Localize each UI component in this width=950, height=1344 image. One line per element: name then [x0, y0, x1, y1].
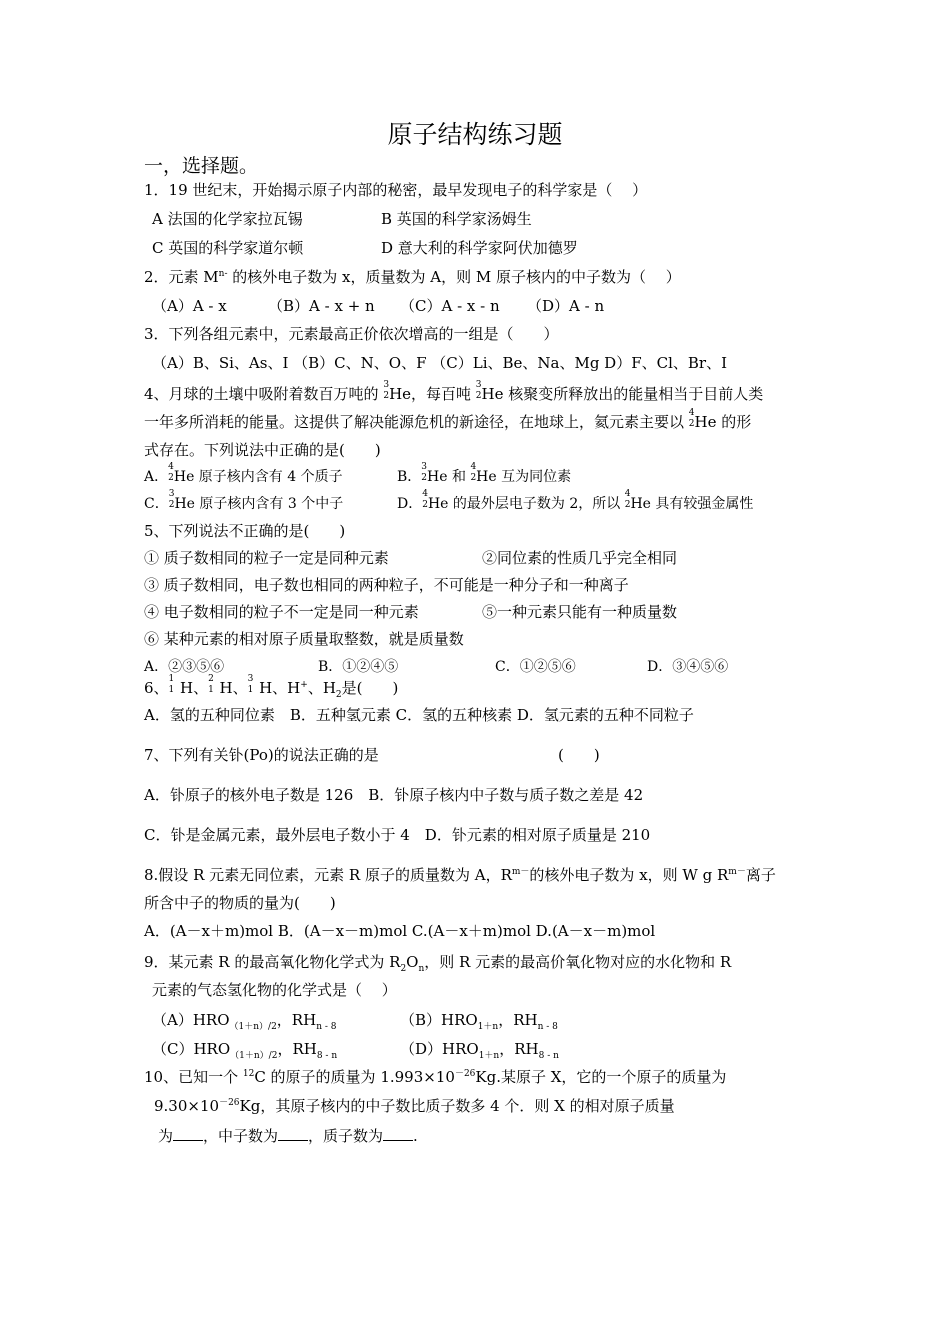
q5-statement-4: ④ 电子数相同的粒子不一定是同一种元素: [144, 603, 419, 621]
q4-line-1: 4、月球的土壤中吸附着数百万吨的 3 2 He，每百吨 3 2 He 核聚变所释放出的能量相当于目前人类: [144, 380, 764, 403]
q6-options: A．氢的五种同位素 B．五种氢元素 C．氢的五种核素 D．氢元素的五种不同粒子: [144, 706, 694, 724]
q9-line-2: 元素的气态氢化物的化学式是（ ）: [152, 981, 397, 999]
q2-option-a: （A）A - x: [152, 297, 227, 315]
q1-stem: 1．19 世纪末，开始揭示原子内部的秘密，最早发现电子的科学家是（ ）: [144, 181, 648, 199]
q4-line-3: 式存在。下列说法中正确的是( ): [144, 441, 381, 459]
q1-option-b: B 英国的科学家汤姆生: [381, 210, 532, 228]
q8-line-1: 8.假设 R 元素无同位素，元素 R 原子的质量数为 A，$R^{m-}$的核外电子数为 x，则 W g $R^{m-}$离子: [144, 866, 776, 884]
q2-stem: 2．元素 $M^{n-}$ 的核外电子数为 x，质量数为 A，则 M 原子核内的中子数为（ ）: [144, 268, 681, 286]
q10-line-2: $9.30\times 10^{-26}Kg$，其原子核内的中子数比质子数多 4 个．则 X 的相对原子质量: [154, 1097, 675, 1115]
q7-answer-paren: ( ): [558, 746, 600, 764]
q8-line-2: 所含中子的物质的量为( ): [144, 894, 336, 912]
q5-option-d: D．③④⑤⑥: [647, 659, 729, 675]
q1-option-c: C 英国的科学家道尔顿: [152, 239, 304, 257]
q5-option-c: C．①②⑤⑥: [495, 659, 576, 675]
q2-option-b: （B）A - x + n: [268, 297, 375, 315]
q10-line-3: 为 ，中子数为 ，质子数为 .: [158, 1127, 418, 1145]
q7-stem: 7、下列有关钋(Po)的说法正确的是: [144, 746, 379, 764]
q9-option-d: $(D)HRO_{1+n}$，$RH_{8 - n}$: [400, 1040, 559, 1061]
q9-line-1: 9．某元素 R 的最高氧化物化学式为 $R_2O_n$，则 R 元素的最高价氧化物对应的水化物和 R: [144, 953, 732, 974]
q3-stem: 3．下列各组元素中，元素最高正价依次增高的一组是（ ）: [144, 325, 559, 343]
q1-option-a: A 法国的化学家拉瓦锡: [152, 210, 303, 228]
q5-statement-5: ⑤一种元素只能有一种质量数: [482, 603, 678, 621]
q3-options: （A）B、Si、As、I （B）C、N、O、F （C）Li、Be、Na、Mg D）F、Cl、Br、I: [152, 354, 728, 372]
q6-stem: 6、 1 1 H、 2 1 H、 3 1 H、H+、$H_2$是( ): [144, 674, 399, 700]
q7-options-ab: A．钋原子的核外电子数是 126 B．钋原子核内中子数与质子数之差是 42: [144, 786, 644, 804]
q2-option-c: （C）A - x - n: [400, 297, 500, 315]
q5-statement-6: ⑥ 某种元素的相对原子质量取整数，就是质量数: [144, 630, 464, 648]
q4-option-d: D． 4 2 He 的最外层电子数为 2，所以 4 2 He 具有较强金属性: [397, 489, 754, 512]
q5-option-a: A．②③⑤⑥: [144, 659, 225, 675]
q4-option-a: A． 4 2 He 原子核内含有 4 个质子: [144, 462, 343, 485]
q9-option-c: $(C)HRO_{(1+n)/2}$，$RH_{8 - n}$: [152, 1040, 338, 1061]
q2-option-d: （D）A - n: [527, 297, 605, 315]
q5-stem: 5、下列说法不正确的是( ): [144, 522, 346, 540]
q1-option-d: D 意大利的科学家阿伏加德罗: [381, 239, 578, 257]
blank-proton-count[interactable]: [383, 1125, 413, 1141]
q5-statement-2: ②同位素的性质几乎完全相同: [482, 549, 678, 567]
q5-statement-3: ③ 质子数相同，电子数也相同的两种粒子，不可能是一种分子和一种离子: [144, 576, 629, 594]
q4-option-b: B． 3 2 He 和 4 2 He 互为同位素: [397, 462, 572, 485]
q9-option-b: $(B)HRO_{1+n}$，$RH_{n - 8}$: [400, 1011, 558, 1032]
q8-options: A．(A－x＋m)mol B．(A－x－m)mol C.(A－x＋m)mol D.(A－x－m)mol: [144, 922, 656, 940]
q9-option-a: $(A)HRO_{(1+n)/2}$，$RH_{n - 8}$: [152, 1011, 337, 1032]
section-heading: 一，选择题。: [144, 155, 259, 177]
blank-relative-mass[interactable]: [173, 1125, 203, 1141]
q7-options-cd: C．钋是金属元素，最外层电子数小于 4 D．钋元素的相对原子质量是 210: [144, 826, 651, 844]
q4-option-c: C． 3 2 He 原子核内含有 3 个中子: [144, 489, 344, 512]
q5-option-b: B．①②④⑤: [318, 659, 399, 675]
page-title: 原子结构练习题: [387, 120, 563, 149]
q4-line-2: 一年多所消耗的能量。这提供了解决能源危机的新途径，在地球上，氦元素主要以 4 2 He 的形: [144, 408, 752, 431]
q5-statement-1: ① 质子数相同的粒子一定是同种元素: [144, 549, 389, 567]
q10-line-1: 10、已知一个 $^{12}$C 的原子的质量为 $1.993\times 10^{-26}Kg$.某原子 X，它的一个原子的质量为: [144, 1068, 727, 1086]
blank-neutron-count[interactable]: [278, 1125, 308, 1141]
